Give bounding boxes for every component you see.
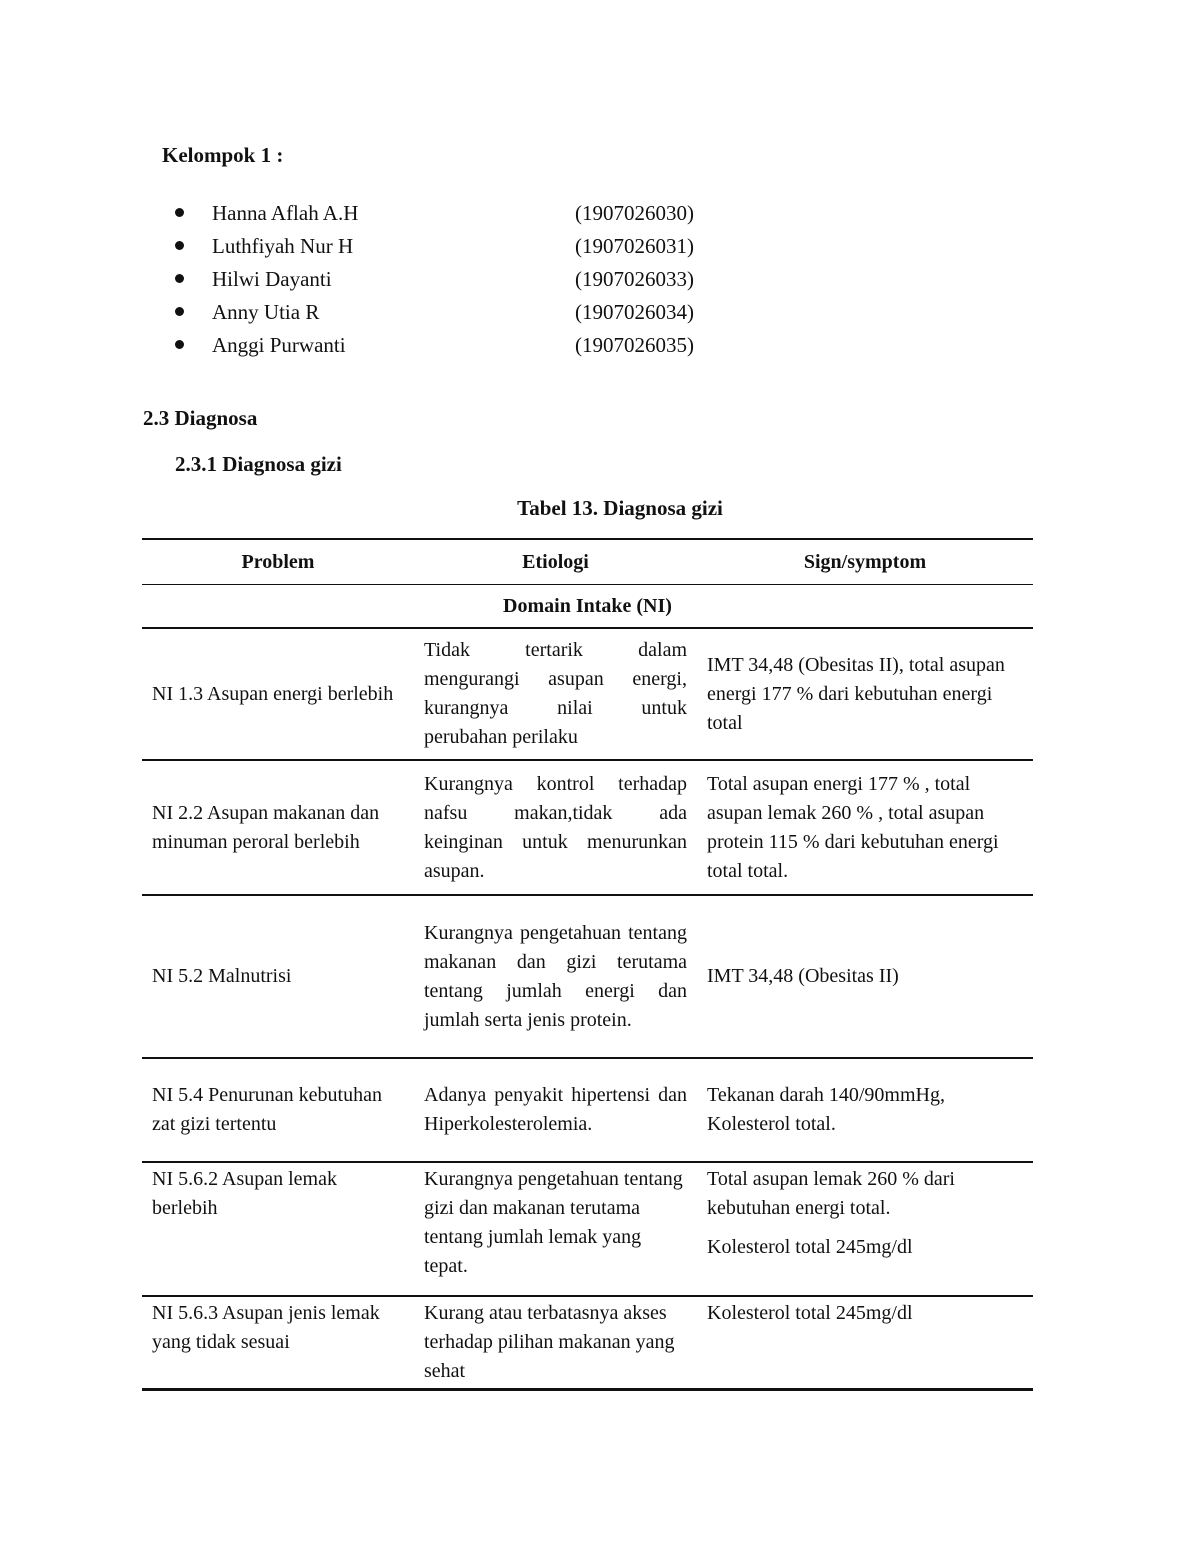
bullet-icon: [175, 208, 184, 217]
table-row: [142, 1058, 1033, 1162]
member-name: Hanna Aflah A.H: [212, 201, 359, 225]
etiologi-cell: Kurangnya pengetahuan tentang gizi dan makanan terutama tentang jumlah lemak yang tepat.: [414, 1162, 697, 1296]
member-name: Luthfiyah Nur H: [212, 234, 354, 258]
bullet-icon: [175, 241, 184, 250]
etiologi-cell: Kurang atau terbatasnya akses terhadap pilihan makanan yang sehat: [414, 1296, 697, 1390]
list-item: [175, 201, 775, 234]
domain-row: [142, 585, 1033, 629]
problem-cell: NI 2.2 Asupan makanan dan minuman peroral berlebih: [142, 760, 414, 895]
sign-cell: Total asupan energi 177 % , total asupan lemak 260 % , total asupan protein 115 % dari kebutuhan energi total total.: [697, 760, 1033, 895]
member-name: Hilwi Dayanti: [212, 267, 332, 291]
table-caption: Tabel 13. Diagnosa gizi: [517, 496, 723, 520]
sign-cell: IMT 34,48 (Obesitas II), total asupan energi 177 % dari kebutuhan energi total: [697, 628, 1033, 760]
section-heading: 2.3 Diagnosa: [143, 406, 258, 430]
sign-cell: IMT 34,48 (Obesitas II): [697, 895, 1033, 1058]
list-item: [175, 234, 775, 267]
member-name: Anggi Purwanti: [212, 333, 346, 357]
header-problem: Problem: [142, 539, 414, 585]
etiologi-cell: Tidak tertarik dalam mengurangi asupan energi, kurangnya nilai untuk perubahan perilaku: [414, 628, 697, 760]
table-row: [142, 895, 1033, 1058]
table-row: [142, 1296, 1033, 1390]
diagnosis-table: [142, 538, 1033, 1391]
sign-cell: Tekanan darah 140/90mmHg, Kolesterol total.: [697, 1058, 1033, 1162]
problem-cell: NI 5.2 Malnutrisi: [142, 895, 414, 1058]
bullet-icon: [175, 307, 184, 316]
bullet-icon: [175, 274, 184, 283]
header-sign: Sign/symptom: [697, 539, 1033, 585]
problem-cell: NI 5.4 Penurunan kebutuhan zat gizi tertentu: [142, 1058, 414, 1162]
problem-cell: NI 1.3 Asupan energi berlebih: [142, 628, 414, 760]
table-row: [142, 760, 1033, 895]
list-item: [175, 267, 775, 300]
problem-cell: NI 5.6.2 Asupan lemak berlebih: [142, 1162, 414, 1296]
member-nim: (1907026034): [575, 300, 694, 324]
subsection-heading: 2.3.1 Diagnosa gizi: [175, 452, 342, 476]
member-nim: (1907026033): [575, 267, 694, 291]
table-header-row: [142, 539, 1033, 585]
etiologi-cell: Kurangnya kontrol terhadap nafsu makan,tidak ada keinginan untuk menurunkan asupan.: [414, 760, 697, 895]
sign-text-secondary: Kolesterol total 245mg/dl: [707, 1236, 913, 1258]
domain-label: Domain Intake (NI): [142, 585, 1033, 629]
bullet-icon: [175, 340, 184, 349]
member-nim: (1907026031): [575, 234, 694, 258]
member-nim: (1907026035): [575, 333, 694, 357]
header-etiologi: Etiologi: [414, 539, 697, 585]
table-row: [142, 628, 1033, 760]
member-name: Anny Utia R: [212, 300, 320, 324]
problem-cell: NI 5.6.3 Asupan jenis lemak yang tidak sesuai: [142, 1296, 414, 1390]
member-list: [175, 201, 775, 366]
list-item: [175, 333, 775, 366]
member-nim: (1907026030): [575, 201, 694, 225]
sign-cell: [697, 1162, 1033, 1296]
etiologi-cell: Kurangnya pengetahuan tentang makanan dan gizi terutama tentang jumlah energi dan jumlah serta jenis protein.: [414, 895, 697, 1058]
sign-cell: Kolesterol total 245mg/dl: [697, 1296, 1033, 1390]
group-title: Kelompok 1 :: [162, 143, 284, 167]
sign-text: Total asupan lemak 260 % dari kebutuhan energi total.: [707, 1168, 955, 1219]
table-row: [142, 1162, 1033, 1296]
list-item: [175, 300, 775, 333]
etiologi-cell: Adanya penyakit hipertensi dan Hiperkolesterolemia.: [414, 1058, 697, 1162]
